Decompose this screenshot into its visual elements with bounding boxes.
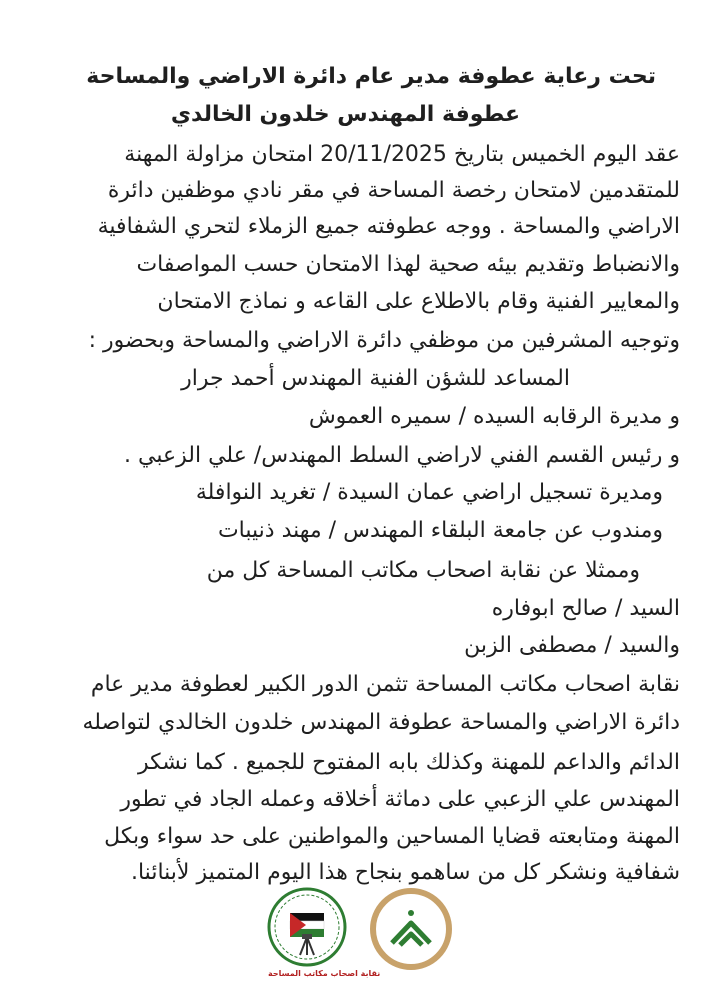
body-line: المهندس علي الزعبي على دماثة أخلاقه وعمله الجاد في تطور [120, 787, 680, 812]
body-line: ومندوب عن جامعة البلقاء المهندس / مهند ذنيبات [217, 518, 663, 543]
body-line: للمتقدمين لامتحان رخصة المساحة في مقر نادي موظفين دائرة [107, 178, 680, 203]
heading-line-2: عطوفة المهندس خلدون الخالدي [170, 102, 520, 127]
body-line: وتوجيه المشرفين من موظفي دائرة الاراضي والمساحة وبحضور : [88, 328, 680, 353]
syndicate-seal-icon [262, 885, 381, 985]
body-line: عقد اليوم الخميس بتاريخ 20/11/2025 امتحان مزاولة المهنة [124, 142, 680, 167]
logos-row [0, 885, 720, 985]
body-line: والسيد / مصطفى الزبن [464, 633, 680, 658]
syndicate-caption: نقابة اصحاب مكاتب المساحة [268, 969, 381, 978]
body-line: و رئيس القسم الفني لاراضي السلط المهندس/ علي الزعبي . [124, 443, 680, 468]
body-line: الاراضي والمساحة . ووجه عطوفته جميع الزملاء لتحري الشفافية [97, 214, 680, 239]
heading-line-1: تحت رعاية عطوفة مدير عام دائرة الاراضي والمساحة [86, 64, 656, 89]
body-line: والمعايير الفنية وقام بالاطلاع على القاعه و نماذج الامتحان [157, 289, 680, 314]
body-line: السيد / صالح ابوفاره [491, 596, 680, 621]
body-line: دائرة الاراضي والمساحة عطوفة المهندس خلدون الخالدي لتواصله [82, 710, 680, 735]
body-line: ومديرة تسجيل اراضي عمان السيدة / تغريد النوافلة [195, 480, 663, 505]
body-line: المهنة ومتابعته قضايا المساحين والمواطنين على حد سواء وبكل [104, 824, 680, 849]
body-line: الدائم والداعم للمهنة وكذلك بابه المفتوح للجميع . كما نشكر [137, 750, 680, 775]
body-line: والانضباط وتقديم بيئه صحية لهذا الامتحان حسب المواصفات [136, 252, 680, 277]
department-lands-survey-icon [368, 885, 454, 977]
body-line: شفافية ونشكر كل من ساهمو بنجاح هذا اليوم المتميز لأبنائنا. [130, 860, 680, 885]
body-line: وممثلا عن نقابة اصحاب مكاتب المساحة كل من [206, 558, 640, 583]
body-line: و مديرة الرقابه السيده / سميره العموش [308, 404, 680, 429]
body-line: نقابة اصحاب مكاتب المساحة تثمن الدور الكبير لعطوفة مدير عام [90, 672, 680, 697]
body-line: المساعد للشؤن الفنية المهندس أحمد جرار [181, 366, 570, 391]
